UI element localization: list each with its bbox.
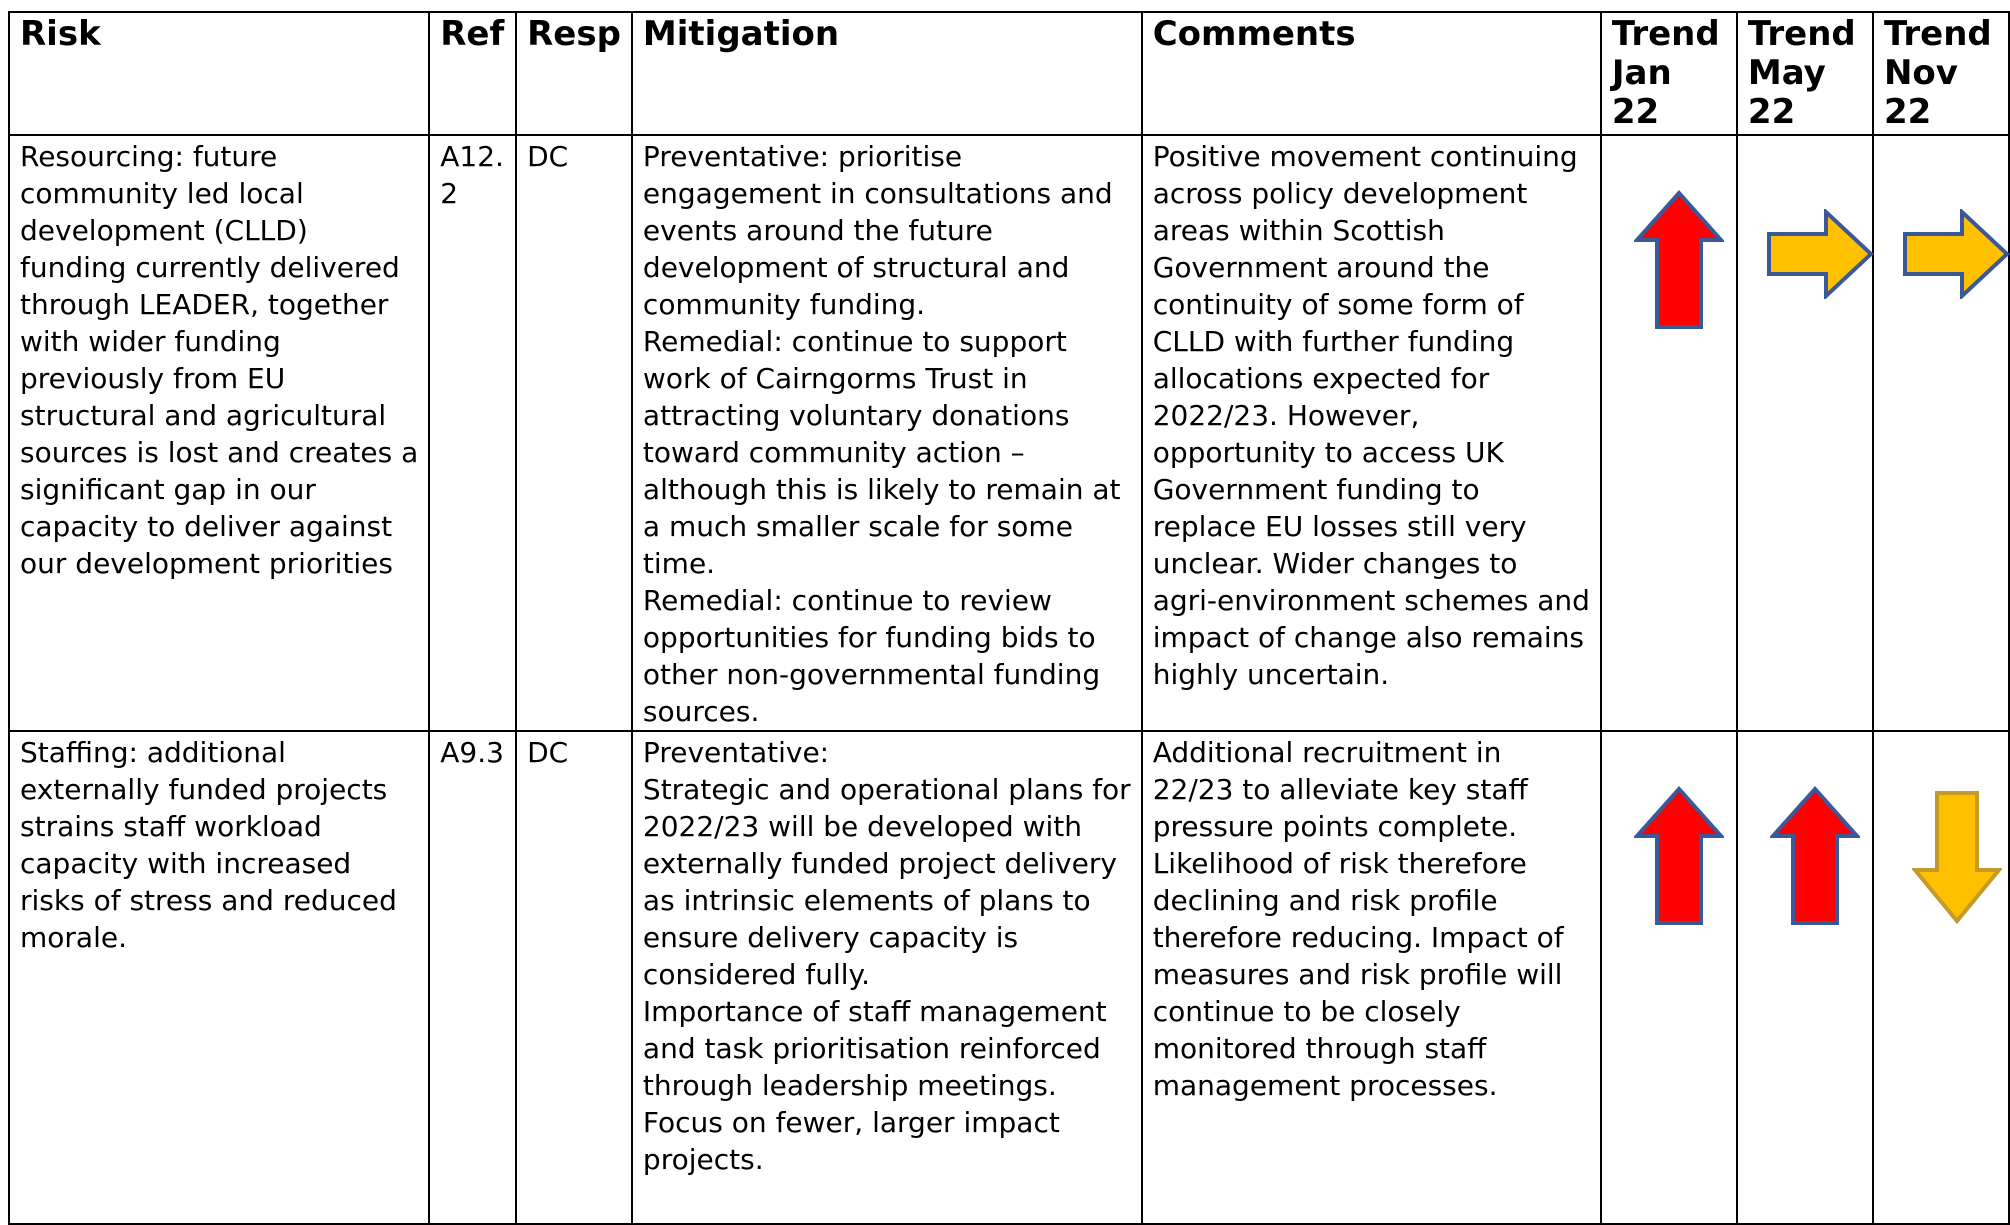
header-trend-jan-line2: Jan 22 bbox=[1611, 53, 1672, 132]
text-line: strains staff workload bbox=[20, 810, 322, 843]
header-trend-jan-line1: Trend bbox=[1611, 14, 1720, 54]
text-line: 2022/23 will be developed with bbox=[642, 810, 1082, 843]
text-line: agri-environment schemes and bbox=[1152, 584, 1590, 617]
text-line: toward community action – bbox=[642, 436, 1025, 469]
text-line: opportunities for funding bids to bbox=[642, 621, 1096, 654]
text-line: capacity with increased bbox=[20, 847, 352, 880]
text-line: development of structural and bbox=[642, 251, 1070, 284]
header-trend-jan bbox=[1601, 12, 1737, 135]
cell-resp: DC bbox=[516, 731, 632, 1224]
text-line: management processes. bbox=[1152, 1069, 1498, 1102]
text-line: as intrinsic elements of plans to bbox=[642, 884, 1091, 917]
text-line: unclear. Wider changes to bbox=[1152, 547, 1518, 580]
cell-comments bbox=[1142, 731, 1601, 1224]
amber-right-arrow-icon bbox=[1902, 209, 2010, 299]
text-line: externally funded project delivery bbox=[642, 847, 1117, 880]
text-line: risks of stress and reduced bbox=[20, 884, 397, 917]
text-line: capacity to deliver against bbox=[20, 510, 393, 543]
header-trend-nov-line2: Nov 22 bbox=[1883, 53, 1958, 132]
header-trend-nov-line1: Trend bbox=[1883, 14, 1992, 54]
header-resp: Resp bbox=[516, 12, 632, 135]
text-line: and task prioritisation reinforced bbox=[642, 1032, 1101, 1065]
table-row bbox=[9, 731, 2009, 1224]
text-line: Importance of staff management bbox=[642, 995, 1107, 1028]
red-up-arrow-icon bbox=[1634, 786, 1724, 926]
header-ref: Ref bbox=[429, 12, 516, 135]
text-line: measures and risk profile will bbox=[1152, 958, 1563, 991]
cell-trend-nov bbox=[1873, 731, 2009, 1224]
text-line: time. bbox=[642, 547, 716, 580]
text-line: impact of change also remains bbox=[1152, 621, 1585, 654]
text-line: sources is lost and creates a bbox=[20, 436, 419, 469]
text-line: other non-governmental funding bbox=[642, 658, 1101, 691]
cell-comments bbox=[1142, 135, 1601, 731]
header-trend-may bbox=[1737, 12, 1873, 135]
text-line: highly uncertain. bbox=[1152, 658, 1390, 691]
text-line: through LEADER, together bbox=[20, 288, 389, 321]
text-line: Focus on fewer, larger impact bbox=[642, 1106, 1060, 1139]
text-line: Strategic and operational plans for bbox=[642, 773, 1131, 806]
text-line: Positive movement continuing bbox=[1152, 140, 1578, 173]
text-line: opportunity to access UK bbox=[1152, 436, 1504, 469]
text-line: considered fully. bbox=[642, 958, 870, 991]
text-line: attracting voluntary donations bbox=[642, 399, 1070, 432]
text-line: A9.3 bbox=[440, 736, 504, 769]
header-trend-nov bbox=[1873, 12, 2009, 135]
cell-risk bbox=[9, 731, 429, 1224]
text-line: A12. bbox=[440, 140, 504, 173]
text-line: our development priorities bbox=[20, 547, 393, 580]
text-line: previously from EU bbox=[20, 362, 286, 395]
text-line: with wider funding bbox=[20, 325, 281, 358]
text-line: CLLD with further funding bbox=[1152, 325, 1515, 358]
text-line: through leadership meetings. bbox=[642, 1069, 1057, 1102]
header-risk: Risk bbox=[9, 12, 429, 135]
cell-mitigation bbox=[632, 135, 1142, 731]
risk-table bbox=[8, 11, 2010, 1225]
text-line: significant gap in our bbox=[20, 473, 316, 506]
text-line: Remedial: continue to review bbox=[642, 584, 1052, 617]
text-line: ensure delivery capacity is bbox=[642, 921, 1019, 954]
cell-trend-may bbox=[1737, 731, 1873, 1224]
text-line: declining and risk profile bbox=[1152, 884, 1498, 917]
cell-ref bbox=[429, 135, 516, 731]
header-mitigation: Mitigation bbox=[632, 12, 1142, 135]
text-line: allocations expected for bbox=[1152, 362, 1490, 395]
text-line: community funding. bbox=[642, 288, 926, 321]
text-line: sources. bbox=[642, 695, 760, 728]
text-line: pressure points complete. bbox=[1152, 810, 1518, 843]
header-trend-may-line1: Trend bbox=[1747, 14, 1856, 54]
table-row bbox=[9, 135, 2009, 731]
cell-trend-nov bbox=[1873, 135, 2009, 731]
text-line: areas within Scottish bbox=[1152, 214, 1445, 247]
text-line: projects. bbox=[642, 1143, 764, 1176]
text-line: Likelihood of risk therefore bbox=[1152, 847, 1527, 880]
text-line: although this is likely to remain at bbox=[642, 473, 1121, 506]
text-line: across policy development bbox=[1152, 177, 1528, 210]
text-line: continuity of some form of bbox=[1152, 288, 1524, 321]
cell-mitigation bbox=[632, 731, 1142, 1224]
text-line: 2022/23. However, bbox=[1152, 399, 1420, 432]
amber-down-arrow-icon bbox=[1912, 790, 2002, 924]
cell-resp: DC bbox=[516, 135, 632, 731]
text-line: Resourcing: future bbox=[20, 140, 278, 173]
text-line: 2 bbox=[440, 177, 459, 210]
header-trend-may-line2: May 22 bbox=[1747, 53, 1826, 132]
text-line: engagement in consultations and bbox=[642, 177, 1113, 210]
header-row bbox=[9, 12, 2009, 135]
text-line: Additional recruitment in bbox=[1152, 736, 1502, 769]
text-line: Preventative: prioritise bbox=[642, 140, 963, 173]
text-line: Staffing: additional bbox=[20, 736, 286, 769]
text-line: externally funded projects bbox=[20, 773, 388, 806]
text-line: a much smaller scale for some bbox=[642, 510, 1073, 543]
text-line: structural and agricultural bbox=[20, 399, 387, 432]
text-line: 22/23 to alleviate key staff bbox=[1152, 773, 1528, 806]
text-line: development (CLLD) bbox=[20, 214, 308, 247]
header-comments: Comments bbox=[1142, 12, 1601, 135]
amber-right-arrow-icon bbox=[1766, 209, 1874, 299]
cell-trend-jan bbox=[1601, 731, 1737, 1224]
cell-ref bbox=[429, 731, 516, 1224]
cell-trend-may bbox=[1737, 135, 1873, 731]
red-up-arrow-icon bbox=[1770, 786, 1860, 926]
text-line: Remedial: continue to support bbox=[642, 325, 1067, 358]
text-line: Preventative: bbox=[642, 736, 830, 769]
text-line: community led local bbox=[20, 177, 304, 210]
text-line: Government around the bbox=[1152, 251, 1490, 284]
text-line: morale. bbox=[20, 921, 127, 954]
text-line: monitored through staff bbox=[1152, 1032, 1487, 1065]
red-up-arrow-icon bbox=[1634, 190, 1724, 330]
text-line: replace EU losses still very bbox=[1152, 510, 1527, 543]
text-line: events around the future bbox=[642, 214, 993, 247]
cell-trend-jan bbox=[1601, 135, 1737, 731]
text-line: therefore reducing. Impact of bbox=[1152, 921, 1564, 954]
text-line: funding currently delivered bbox=[20, 251, 400, 284]
text-line: continue to be closely bbox=[1152, 995, 1461, 1028]
cell-risk bbox=[9, 135, 429, 731]
text-line: work of Cairngorms Trust in bbox=[642, 362, 1028, 395]
text-line: Government funding to bbox=[1152, 473, 1480, 506]
